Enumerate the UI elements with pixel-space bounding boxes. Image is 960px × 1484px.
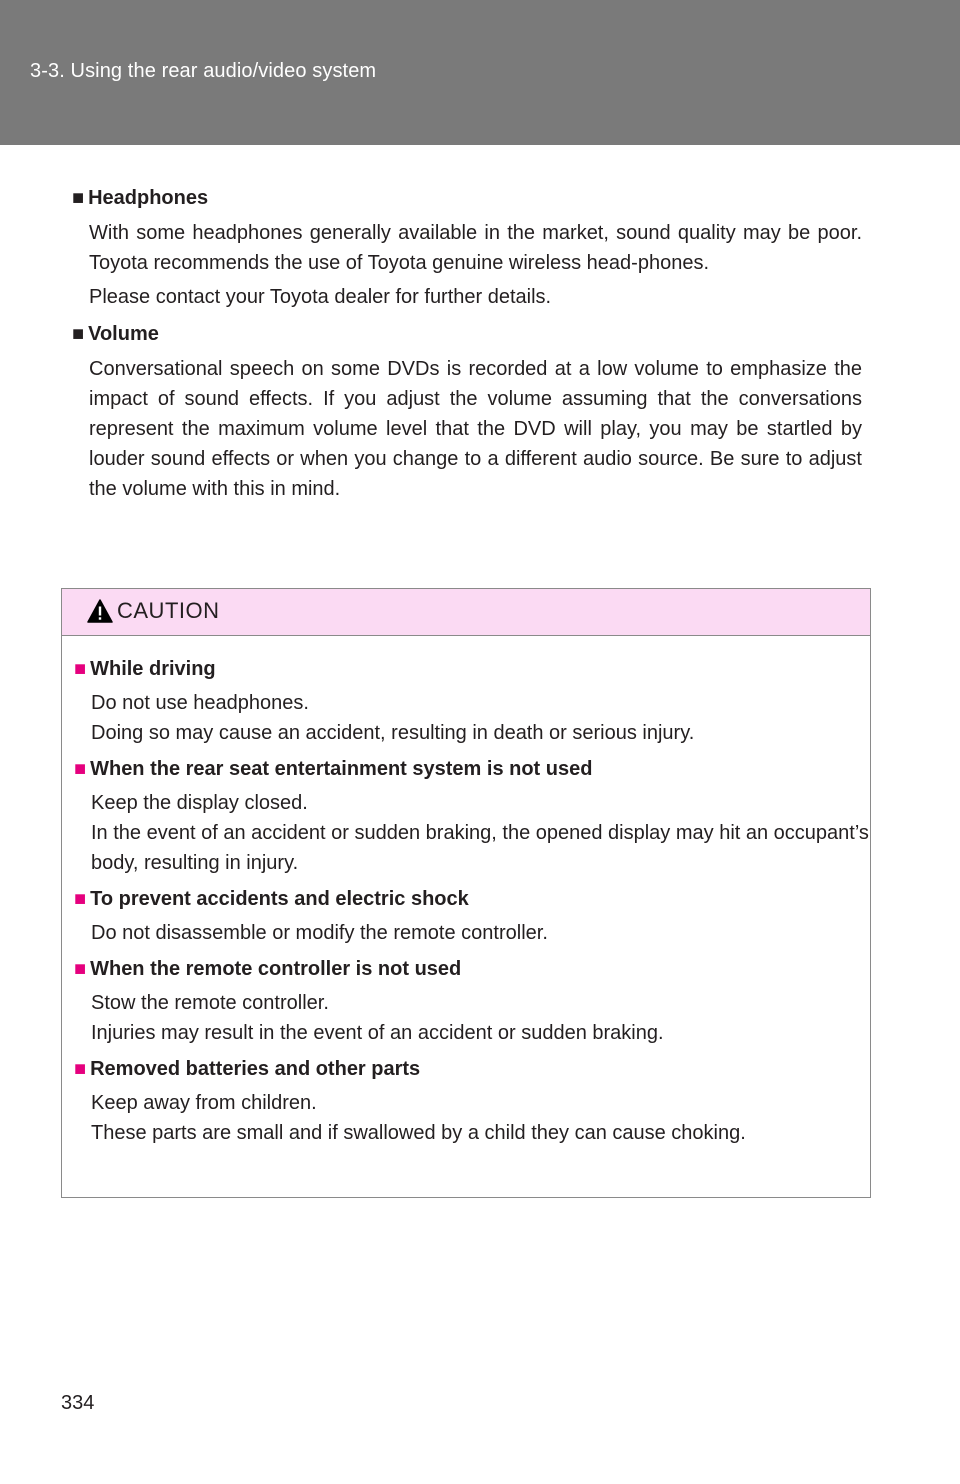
- caution-box: [61, 588, 871, 1198]
- caution-item: [74, 754, 870, 878]
- page-number: 334: [61, 1392, 95, 1414]
- section-title: 3-3. Using the rear audio/video system: [30, 60, 377, 82]
- caution-item: [74, 654, 870, 748]
- section-heading: Headphones: [88, 187, 209, 209]
- bullet-square-icon: ■: [74, 1058, 87, 1080]
- caution-line: In the event of an accident or sudden braking, the opened display may hit an occupant’s body, resulting in injury.: [91, 822, 869, 874]
- caution-line: Doing so may cause an accident, resulting in death or serious injury.: [91, 722, 695, 744]
- caution-heading: Removed batteries and other parts: [90, 1058, 421, 1080]
- bullet-square-icon: ■: [72, 323, 85, 345]
- section-volume: [72, 318, 862, 504]
- paragraph: Conversational speech on some DVDs is recorded at a low volume to emphasize the impact of sound effects. If you adjust the volume assuming that the conversations represent the maximum volume level that the DVD will play, you may be startled by louder sound effects or when you change to a different audio source. Be sure to adjust the volume with this in mind.: [89, 358, 862, 500]
- caution-line: Keep the display closed.: [91, 792, 308, 814]
- caution-body: [62, 636, 870, 1148]
- section-heading: Volume: [88, 323, 159, 345]
- main-content: [72, 182, 862, 504]
- bullet-square-icon: ■: [74, 888, 87, 910]
- section-headphones: [72, 182, 862, 312]
- bullet-square-icon: ■: [74, 958, 87, 980]
- caution-title: CAUTION: [117, 598, 220, 623]
- bullet-square-icon: ■: [74, 758, 87, 780]
- caution-line: Injuries may result in the event of an accident or sudden braking.: [91, 1022, 664, 1044]
- paragraph: Please contact your Toyota dealer for further details.: [89, 286, 552, 308]
- caution-heading: When the rear seat entertainment system is not used: [90, 758, 593, 780]
- warning-triangle-icon: [87, 599, 113, 623]
- page-header: [0, 0, 960, 145]
- bullet-square-icon: ■: [72, 187, 85, 209]
- caution-line: Do not disassemble or modify the remote controller.: [91, 922, 548, 944]
- caution-line: Keep away from children.: [91, 1092, 317, 1114]
- caution-line: Do not use headphones.: [91, 692, 309, 714]
- caution-item: [74, 1054, 870, 1148]
- caution-line: Stow the remote controller.: [91, 992, 329, 1014]
- paragraph: With some headphones generally available in the market, sound quality may be poor. Toyota recommends the use of Toyota genuine wireless head-phones.: [89, 222, 862, 274]
- caution-heading: When the remote controller is not used: [90, 958, 462, 980]
- caution-item: [74, 954, 870, 1048]
- caution-line: These parts are small and if swallowed by a child they can cause choking.: [91, 1122, 746, 1144]
- caution-item: [74, 884, 870, 948]
- caution-heading: While driving: [90, 658, 216, 680]
- bullet-square-icon: ■: [74, 658, 87, 680]
- caution-heading: To prevent accidents and electric shock: [90, 888, 469, 910]
- caution-header: [62, 589, 870, 636]
